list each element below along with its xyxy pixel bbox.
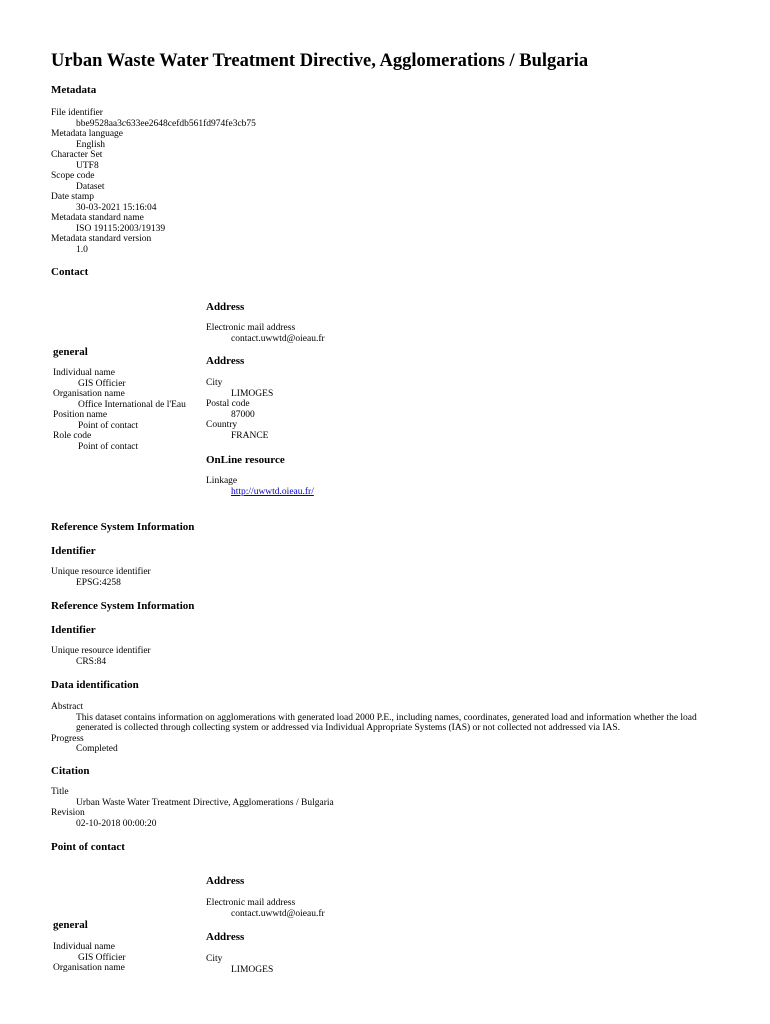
field-label: Date stamp: [51, 192, 95, 202]
contact-heading: Contact: [51, 266, 89, 278]
field-value: Point of contact: [78, 420, 139, 431]
city-label: City: [206, 954, 223, 964]
linkage-link[interactable]: http://uwwtd.oieau.fr/: [231, 486, 314, 497]
email-value: contact.uwwtd@oieau.fr: [231, 333, 325, 344]
page-title: Urban Waste Water Treatment Directive, Agglomerations / Bulgaria: [51, 51, 589, 71]
field-label: Scope code: [51, 171, 95, 181]
contact-address-fields: [206, 378, 273, 441]
email-value: contact.uwwtd@oieau.fr: [231, 908, 325, 919]
point-of-contact-heading: Point of contact: [51, 841, 125, 853]
field-label: Postal code: [206, 399, 250, 409]
contact-general-heading: general: [53, 346, 88, 358]
data-identification-heading: Data identification: [51, 679, 139, 691]
field-label: Country: [206, 420, 238, 430]
title-label: Title: [51, 787, 69, 797]
ref-system-fields: [51, 646, 151, 667]
field-value: Office International de l'Eau: [78, 399, 186, 410]
email-label: Electronic mail address: [206, 323, 296, 333]
field-value: Point of contact: [78, 441, 139, 452]
field-value: 87000: [231, 409, 255, 420]
ref-system-fields: [51, 567, 151, 588]
citation-fields: [51, 787, 334, 829]
field-value: bbe9528aa3c633ee2648cefdb561fd974fe3cb75: [76, 118, 256, 129]
field-value: GIS Officier: [78, 378, 126, 389]
field-value: 30-03-2021 15:16:04: [76, 202, 157, 213]
linkage-label: Linkage: [206, 476, 238, 486]
revision-label: Revision: [51, 808, 85, 818]
field-value: UTF8: [76, 160, 99, 171]
abstract-label: Abstract: [51, 702, 84, 712]
field-label: Organisation name: [53, 963, 125, 973]
field-label: File identifier: [51, 108, 103, 118]
contact-address-heading: Address: [206, 301, 245, 313]
ref-system-heading: Reference System Information: [51, 521, 195, 533]
title-value: Urban Waste Water Treatment Directive, Agglomerations / Bulgaria: [76, 797, 334, 808]
identifier-heading: Identifier: [51, 624, 96, 636]
email-label: Electronic mail address: [206, 898, 296, 908]
contact-address2-heading: Address: [206, 355, 245, 367]
field-label: Individual name: [53, 942, 115, 952]
data-identification-fields: [51, 702, 706, 755]
metadata-heading: Metadata: [51, 84, 97, 96]
citation-heading: Citation: [51, 765, 90, 777]
contact-email: [206, 323, 325, 344]
progress-value: Completed: [76, 744, 118, 754]
abstract-value: This dataset contains information on agglomerations with generated load 2000 P.E., including names, coordinates, generated load and information whether the load generated is collected through collecting system or addressed via Individual Appropriate Systems (IAS) or not collected not addressed via IAS.: [76, 712, 697, 733]
field-label: Unique resource identifier: [51, 646, 151, 656]
field-label: Metadata standard name: [51, 213, 144, 223]
online-resource: [206, 476, 314, 497]
field-value: FRANCE: [231, 430, 269, 441]
field-label: City: [206, 378, 223, 388]
city-value: LIMOGES: [231, 964, 274, 975]
field-label: Role code: [53, 431, 92, 441]
identifier-heading: Identifier: [51, 545, 96, 557]
progress-label: Progress: [51, 733, 84, 744]
field-value: 1.0: [76, 244, 88, 255]
field-label: Individual name: [53, 368, 115, 378]
field-value: EPSG:4258: [76, 577, 121, 588]
field-label: Organisation name: [53, 389, 125, 399]
field-label: Position name: [53, 410, 108, 420]
field-label: Unique resource identifier: [51, 567, 151, 577]
field-label: Character Set: [51, 150, 103, 160]
metadata-fields: [51, 108, 256, 255]
field-value: ISO 19115:2003/19139: [76, 223, 166, 234]
poc-address2-heading: Address: [206, 931, 245, 943]
online-resource-heading: OnLine resource: [206, 454, 285, 466]
poc-email: [206, 898, 325, 919]
ref-system-heading: Reference System Information: [51, 600, 195, 612]
poc-address-heading: Address: [206, 875, 245, 887]
contact-general-fields: [53, 368, 196, 452]
poc-address-fields: [206, 954, 273, 975]
field-value: LIMOGES: [231, 388, 274, 399]
field-label: Metadata standard version: [51, 234, 152, 244]
field-value: CRS:84: [76, 656, 107, 667]
field-value: GIS Officier: [78, 952, 126, 963]
revision-value: 02-10-2018 00:00:20: [76, 818, 157, 829]
field-label: Metadata language: [51, 129, 124, 139]
poc-general-fields: [53, 942, 126, 974]
field-value: Dataset: [76, 181, 105, 192]
field-value: English: [76, 139, 106, 150]
poc-general-heading: general: [53, 919, 88, 931]
